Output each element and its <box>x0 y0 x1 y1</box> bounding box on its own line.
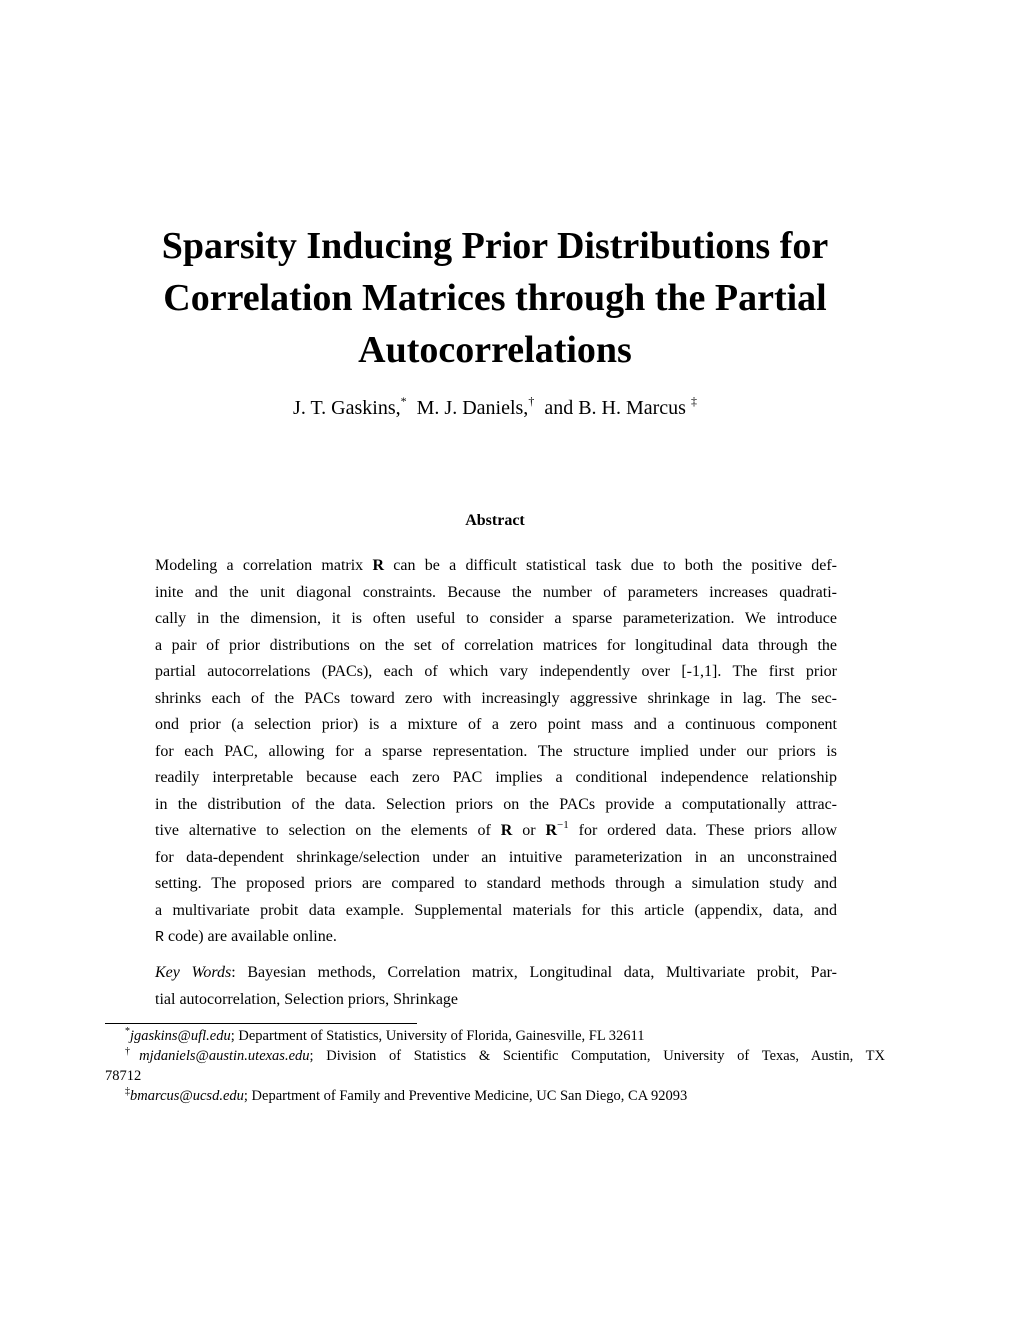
abstract-line: R code) are available online. <box>155 928 337 946</box>
footnote-divider <box>105 1023 417 1024</box>
footnote-marcus: ‡bmarcus@ucsd.edu; Department of Family and Preventive Medicine, UC San Diego, CA 92093 <box>125 1086 688 1104</box>
keywords-label: Key Words <box>155 964 232 981</box>
abstract-line: Modeling a correlation matrix R can be a difficult statistical task due to both the positive def- <box>155 557 838 574</box>
footnote-gaskins: *jgaskins@ufl.edu; Department of Statistics, University of Florida, Gainesville, FL 32611 <box>125 1026 645 1044</box>
abstract-line: tive alternative to selection on the elements of R or $R^{-1}$ for ordered data. These priors allow <box>155 819 838 839</box>
r-language-name: R <box>155 929 165 946</box>
title-line: Autocorrelations <box>358 329 632 371</box>
matrix-symbol: R <box>500 822 513 839</box>
abstract-line: readily interpretable because each zero PAC implies a conditional independence relationship <box>155 769 837 786</box>
abstract-line: partial autocorrelations (PACs), each of which vary independently over [-1,1]. The first prior <box>155 663 837 680</box>
abstract-line: a pair of prior distributions on the set of correlation matrices for longitudinal data through the <box>155 636 837 654</box>
author-marcus: and B. H. Marcus <box>544 397 686 419</box>
keywords-line: tial autocorrelation, Selection priors, Shrinkage <box>155 990 459 1008</box>
abstract-heading: Abstract <box>465 512 525 529</box>
abstract-line: for data-dependent shrinkage/selection under an intuitive parameterization in an unconstrained <box>155 848 837 866</box>
keywords-line: Key Words: Bayesian methods, Correlation matrix, Longitudinal data, Multivariate probit, Par- <box>155 964 838 981</box>
abstract-line: a multivariate probit data example. Supplemental materials for this article (appendix, data, and <box>155 901 837 919</box>
author-gaskins: J. T. Gaskins, <box>293 397 401 419</box>
abstract-line: cally in the dimension, it is often useful to consider a sparse parameterization. We introduce <box>155 610 837 627</box>
abstract-line: in the distribution of the data. Selection priors on the PACs provide a computationally attrac- <box>155 795 837 813</box>
abstract-line: shrinks each of the PACs toward zero with increasingly aggressive shrinkage in lag. The sec- <box>155 689 837 707</box>
matrix-symbol: R <box>545 822 557 839</box>
footnote-daniels: †mjdaniels@austin.utexas.edu; Division of Statistics & Scientific Computation, University of Texas, Austin, TX 78712 <box>105 1046 885 1084</box>
email-link[interactable]: jgaskins@ufl.edu <box>130 1028 231 1044</box>
inverse-exponent: −1 <box>557 819 569 831</box>
matrix-symbol: R <box>372 557 385 574</box>
title-line: Correlation Matrices through the Partial <box>163 277 827 319</box>
abstract-line: setting. The proposed priors are compared to standard methods through a simulation study and <box>155 875 837 892</box>
email-link[interactable]: mjdaniels@austin.utexas.edu <box>139 1048 310 1064</box>
author-list <box>90 395 900 421</box>
keywords <box>155 960 837 1013</box>
footnote-mark: ‡ <box>690 394 697 408</box>
footnote-mark: * <box>400 394 407 408</box>
footnote-mark: † <box>528 394 535 408</box>
footnotes <box>105 1026 885 1106</box>
author-daniels: M. J. Daniels, <box>416 397 529 419</box>
paper-title <box>90 220 900 376</box>
abstract-line: ond prior (a selection prior) is a mixture of a zero point mass and a continuous component <box>155 716 837 733</box>
title-line: Sparsity Inducing Prior Distributions for <box>161 225 829 267</box>
abstract-line: inite and the unit diagonal constraints. Because the number of parameters increases quadrati- <box>155 583 837 601</box>
email-link[interactable]: bmarcus@ucsd.edu <box>130 1088 244 1104</box>
abstract-line: for each PAC, allowing for a sparse representation. The structure implied under our priors is <box>155 742 837 760</box>
abstract-body <box>155 553 837 951</box>
